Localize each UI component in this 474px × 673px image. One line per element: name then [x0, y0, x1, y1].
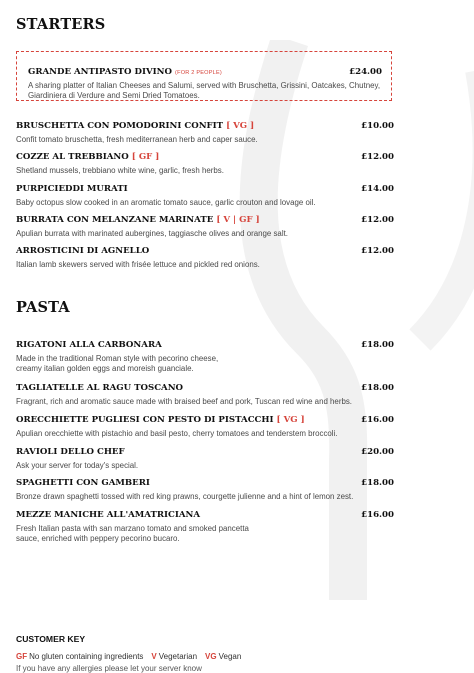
- item-name: ORECCHIETTE PUGLIESI CON PESTO DI PISTACCHI: [16, 415, 274, 425]
- item-name: TAGLIATELLE AL RAGU TOSCANO: [16, 383, 184, 393]
- item-desc: Bronze drawn spaghetti tossed with red king prawns, courgette julienne and a hint of lemon zest.: [16, 491, 354, 501]
- item-desc: Confit tomato bruschetta, fresh mediterranean herb and caper sauce.: [16, 134, 258, 144]
- item-price: £12.00: [361, 246, 394, 256]
- item-dietary-tag: [ GF ]: [131, 152, 160, 162]
- item-dietary-tag: [ VG ]: [226, 121, 255, 131]
- item-desc: Fresh Italian pasta with san marzano tomato and smoked pancetta sauce, enriched with peppery pecorino bucaro.: [16, 523, 249, 543]
- pasta-title: PASTA: [16, 299, 70, 316]
- item-desc: Baby octopus slow cooked in an aromatic tomato sauce, garlic crouton and lovage oil.: [16, 197, 316, 207]
- key-code-gf: GF: [16, 652, 28, 661]
- item-name: GRANDE ANTIPASTO DIVINO: [28, 67, 173, 77]
- item-name: COZZE AL TREBBIANO: [16, 152, 129, 162]
- key-label-v: Vegetarian: [158, 652, 198, 661]
- item-desc: Apulian orecchiette with pistachio and basil pesto, cherry tomatoes and tenderstem broccoli.: [16, 428, 338, 438]
- menu-item: [16, 178, 394, 208]
- menu-item: [16, 504, 394, 544]
- item-desc: Apulian burrata with marinated aubergines, taggiasche olives and orange salt.: [16, 228, 288, 238]
- item-dietary-tag: [ VG ]: [276, 415, 305, 425]
- item-price: £14.00: [361, 184, 394, 194]
- item-name: RIGATONI ALLA CARBONARA: [16, 340, 162, 350]
- featured-item-box: [16, 51, 392, 101]
- item-desc: Fragrant, rich and aromatic sauce made with braised beef and pork, Tuscan red wine and herbs.: [16, 396, 352, 406]
- menu-item: [28, 61, 382, 101]
- item-desc: Shetland mussels, trebbiano white wine, garlic, fresh herbs.: [16, 165, 224, 175]
- customer-key-legend: [16, 652, 241, 661]
- item-name: RAVIOLI DELLO CHEF: [16, 447, 125, 457]
- item-desc: Ask your server for today's special.: [16, 460, 139, 470]
- item-name-wrap: [28, 61, 222, 79]
- item-dietary-tag: [ V | GF ]: [216, 215, 260, 225]
- item-price: £20.00: [361, 447, 394, 457]
- item-name: SPAGHETTI CON GAMBERI: [16, 478, 150, 488]
- key-label-gf: No gluten containing ingredients: [29, 652, 144, 661]
- item-price: £16.00: [361, 415, 394, 425]
- key-code-v: V: [151, 652, 157, 661]
- item-price: £24.00: [349, 67, 382, 77]
- menu-item: [16, 146, 394, 176]
- item-price: £12.00: [361, 152, 394, 162]
- menu-item: [16, 377, 394, 407]
- item-price: £18.00: [361, 383, 394, 393]
- item-price: £10.00: [361, 121, 394, 131]
- item-price: £18.00: [361, 340, 394, 350]
- menu-item: [16, 441, 394, 471]
- menu-item: [16, 240, 394, 270]
- menu-item: [16, 334, 394, 374]
- item-name: PURPICIEDDI MURATI: [16, 184, 128, 194]
- key-code-vg: VG: [205, 652, 217, 661]
- item-note: (FOR 2 PEOPLE): [175, 70, 222, 76]
- starters-title: STARTERS: [16, 16, 106, 33]
- item-name: BURRATA CON MELANZANE MARINATE: [16, 215, 214, 225]
- item-price: £16.00: [361, 510, 394, 520]
- item-name: ARROSTICINI DI AGNELLO: [16, 246, 150, 256]
- menu-item: [16, 115, 394, 145]
- item-name: BRUSCHETTA CON POMODORINI CONFIT: [16, 121, 224, 131]
- menu-item: [16, 472, 394, 502]
- key-label-vg: Vegan: [218, 652, 242, 661]
- allergy-notice: If you have any allergies please let your server know: [16, 664, 202, 673]
- menu-item: [16, 409, 394, 439]
- item-desc: A sharing platter of Italian Cheeses and Salumi, served with Bruschetta, Grissini, Oatcakes, Chutney, Giardiniera di Verdure and Semi Dried Tomatoes.: [28, 80, 381, 100]
- menu-item: [16, 209, 394, 239]
- item-desc: Italian lamb skewers served with frisée lettuce and pickled red onions.: [16, 259, 260, 269]
- item-name: MEZZE MANICHE ALL'AMATRICIANA: [16, 510, 201, 520]
- customer-key-title: CUSTOMER KEY: [16, 634, 86, 644]
- item-price: £12.00: [361, 215, 394, 225]
- item-desc: Made in the traditional Roman style with pecorino cheese, creamy italian golden eggs and moreish guanciale.: [16, 353, 219, 373]
- item-price: £18.00: [361, 478, 394, 488]
